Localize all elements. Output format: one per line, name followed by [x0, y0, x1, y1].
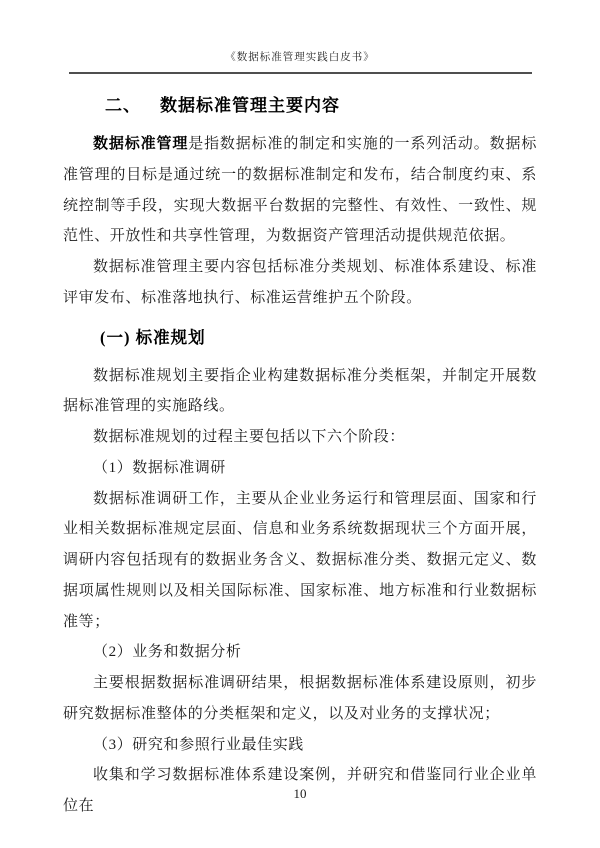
running-header-title: 《数据标准管理实践白皮书》 — [225, 52, 375, 63]
list-item-paragraph-3: 收集和学习数据标准体系建设案例，并研究和借鉴同行业企业单位在 — [63, 767, 537, 814]
intro-paragraph-text: 是指数据标准的制定和实施的一系列活动。数据标准管理的目标是通过统一的数据标准制定和发布，结合制度约束、系统控制等手段，实现大数据平台数据的完整性、有效性、一致性、规范性、开放性和共享性管理，为数据资产管理活动提供规范依据。 — [63, 136, 537, 245]
list-item-label-1: （1）数据标准调研 — [93, 459, 226, 476]
list-item-paragraph-2: 主要根据数据标准调研结果，根据数据标准体系建设原则，初步研究数据标准整体的分类框架和定义，以及对业务的支撑状况； — [63, 675, 537, 722]
intro-paragraph — [63, 129, 537, 252]
list-item-label-3: （3）研究和参照行业最佳实践 — [93, 736, 304, 753]
section-number: 二、 — [105, 96, 141, 115]
subsection-heading: (一) 标准规划 — [100, 327, 206, 347]
page-footer — [0, 786, 600, 802]
list-item-paragraph-1: 数据标准调研工作，主要从企业业务运行和管理层面、国家和行业相关数据标准规定层面、信息和业务系统数据现状三个方面开展，调研内容包括现有的数据业务含义、数据标准分类、数据元定义、数据项属性规则以及相关国际标准、国家标准、地方标准和行业数据标准等； — [63, 490, 537, 630]
page-header — [0, 0, 600, 74]
subsection-paragraph-2: 数据标准规划的过程主要包括以下六个阶段： — [93, 429, 406, 445]
section-heading — [105, 94, 537, 117]
overview-paragraph: 数据标准管理主要内容包括标准分类规划、标准体系建设、标准评审发布、标准落地执行、标准运营维护五个阶段。 — [63, 259, 537, 306]
subsection-paragraph-1: 数据标准规划主要指企业构建数据标准分类框架，并制定开展数据标准管理的实施路线。 — [63, 367, 537, 415]
document-body — [0, 94, 600, 822]
page-number: 10 — [293, 786, 307, 801]
section-title: 数据标准管理主要内容 — [160, 96, 340, 115]
header-rule — [69, 72, 532, 74]
list-item-label-2: （2）业务和数据分析 — [93, 644, 242, 661]
intro-lead-term: 数据标准管理 — [93, 135, 189, 152]
